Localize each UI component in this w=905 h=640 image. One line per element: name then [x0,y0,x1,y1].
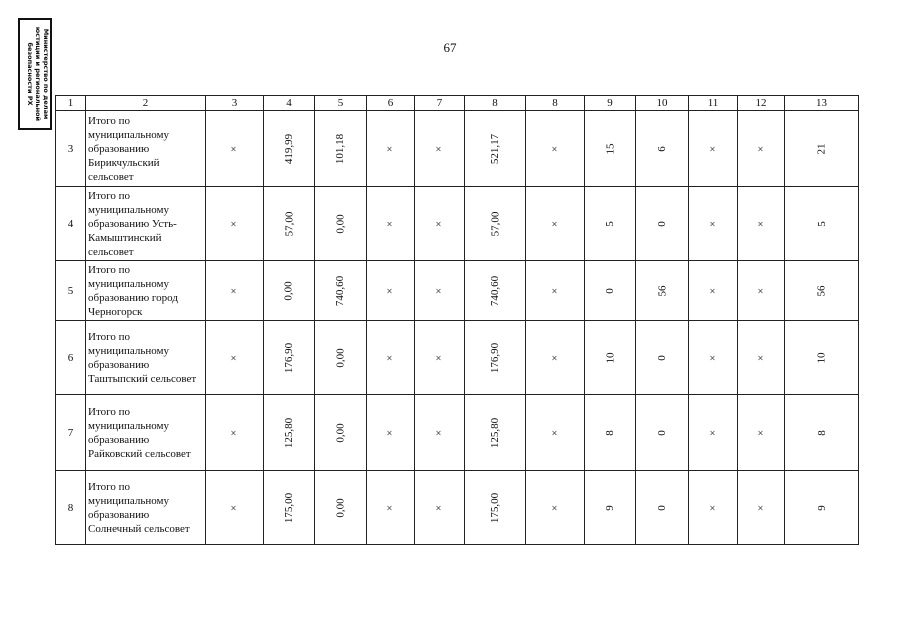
value-cell [738,321,785,395]
value-cell [785,261,859,321]
row-number: 8 [56,471,86,545]
value-text: 0,00 [334,497,347,518]
column-header: 13 [785,96,859,111]
value-text: × [707,354,719,361]
value-cell [738,261,785,321]
value-cell [689,111,738,187]
value-cell [264,321,315,395]
value-text: 10 [815,352,828,363]
value-text: × [228,145,241,152]
value-text: 0,00 [334,422,347,443]
value-cell [465,187,526,261]
municipality-name: Итого по муниципальному образованию Таштыпский сельсовет [86,321,206,395]
value-cell [585,395,636,471]
table-header-row [56,96,859,111]
value-text: × [433,504,446,511]
value-text: 8 [815,429,828,436]
value-text: 0 [656,429,668,436]
value-text: 0 [656,504,668,511]
registration-stamp [18,18,52,130]
value-cell [415,471,465,545]
table-row [56,471,859,545]
value-text: × [384,287,397,294]
municipality-name: Итого по муниципальному образованию Солнечный сельсовет [86,471,206,545]
stamp-text [20,20,50,128]
column-header: 1 [56,96,86,111]
value-cell [526,111,585,187]
value-cell [689,321,738,395]
value-cell [526,471,585,545]
value-text: 176,90 [489,342,501,373]
value-cell [264,187,315,261]
value-cell [526,187,585,261]
value-cell [689,395,738,471]
column-header: 4 [264,96,315,111]
column-header: 11 [689,96,738,111]
value-cell [465,261,526,321]
value-cell [415,261,465,321]
value-cell [465,321,526,395]
value-cell [206,187,264,261]
value-cell [585,321,636,395]
value-cell [738,187,785,261]
value-cell [585,261,636,321]
table-body [56,96,859,545]
value-cell [206,321,264,395]
value-cell [785,471,859,545]
value-text: 5 [815,220,828,227]
value-cell [738,395,785,471]
stamp-line: безопасности РХ [26,42,34,106]
value-cell [367,471,415,545]
value-text: × [384,354,397,361]
municipality-name: Итого по муниципальному образованию Усть-Камыштинский сельсовет [86,187,206,261]
value-text: 6 [656,145,668,152]
value-cell [585,187,636,261]
column-header: 7 [415,96,465,111]
value-text: × [707,287,719,294]
value-cell [264,261,315,321]
column-header: 5 [315,96,367,111]
value-cell [689,471,738,545]
value-text: × [384,429,397,436]
value-cell [315,261,367,321]
value-cell [206,261,264,321]
value-cell [526,261,585,321]
value-text: 10 [604,352,616,363]
value-text: × [433,429,446,436]
value-text: 521,17 [489,133,501,164]
value-text: × [433,220,446,227]
value-text: × [707,145,719,152]
municipality-name: Итого по муниципальному образованию город Черногорск [86,261,206,321]
value-cell [315,395,367,471]
value-text: 175,00 [283,492,295,523]
value-cell [264,395,315,471]
value-text: 101,18 [334,133,347,164]
value-text: 56 [815,285,828,296]
value-text: × [549,504,561,511]
value-cell [526,395,585,471]
value-text: 175,00 [489,492,501,523]
value-cell [785,111,859,187]
value-text: 740,60 [489,275,501,306]
value-cell [636,395,689,471]
value-cell [367,321,415,395]
row-number: 6 [56,321,86,395]
value-text: × [755,504,767,511]
value-text: × [755,220,767,227]
row-number: 5 [56,261,86,321]
value-text: 8 [604,429,616,436]
value-cell [264,111,315,187]
value-cell [367,261,415,321]
value-text: × [707,429,719,436]
value-cell [315,187,367,261]
value-text: × [228,354,241,361]
value-text: × [228,504,241,511]
value-text: × [755,354,767,361]
value-text: × [433,287,446,294]
value-text: 9 [815,504,828,511]
page-number: 67 [443,40,457,55]
value-cell [206,471,264,545]
value-cell [367,395,415,471]
table-row [56,321,859,395]
data-table [55,95,859,545]
value-cell [206,111,264,187]
value-text: 0,00 [283,280,295,301]
value-text: 57,00 [489,211,501,236]
value-text: × [549,145,561,152]
value-text: × [433,354,446,361]
value-cell [206,395,264,471]
value-text: × [549,287,561,294]
column-header: 10 [636,96,689,111]
value-cell [315,471,367,545]
row-number: 7 [56,395,86,471]
value-text: 419,99 [283,133,295,164]
table-row [56,111,859,187]
value-cell [738,111,785,187]
value-cell [585,111,636,187]
value-text: × [707,504,719,511]
value-cell [636,261,689,321]
value-text: 21 [815,143,828,154]
column-header: 9 [585,96,636,111]
value-cell [415,395,465,471]
value-text: 5 [604,220,616,227]
value-text: 0,00 [334,213,347,234]
municipality-name: Итого по муниципальному образованию Бирикчульский сельсовет [86,111,206,187]
row-number: 3 [56,111,86,187]
value-cell [264,471,315,545]
value-text: 56 [656,285,668,296]
municipality-name: Итого по муниципальному образованию Райковский сельсовет [86,395,206,471]
value-text: × [228,220,241,227]
value-text: 125,80 [489,417,501,448]
column-header: 2 [86,96,206,111]
value-text: 0 [656,220,668,227]
value-cell [367,111,415,187]
value-text: 125,80 [283,417,295,448]
value-text: 57,00 [283,211,295,236]
value-text: × [433,145,446,152]
value-cell [415,321,465,395]
value-cell [465,111,526,187]
value-cell [526,321,585,395]
value-text: × [549,354,561,361]
value-cell [738,471,785,545]
stamp-line: юстиции и региональной [34,26,42,122]
column-header: 3 [206,96,264,111]
value-cell [636,471,689,545]
value-text: 176,90 [283,342,295,373]
value-text: × [384,504,397,511]
column-header: 8 [465,96,526,111]
value-cell [315,111,367,187]
value-cell [636,321,689,395]
table-row [56,187,859,261]
value-cell [689,187,738,261]
value-text: × [384,145,397,152]
column-header: 12 [738,96,785,111]
value-cell [315,321,367,395]
value-text: 15 [604,143,616,154]
value-cell [636,111,689,187]
value-cell [465,395,526,471]
value-text: × [228,429,241,436]
value-cell [636,187,689,261]
value-text: × [755,145,767,152]
value-cell [785,187,859,261]
table-row [56,261,859,321]
value-cell [785,321,859,395]
table-row [56,395,859,471]
value-text: 0 [656,354,668,361]
value-cell [367,187,415,261]
stamp-line: Министерство по делам [42,28,50,120]
row-number: 4 [56,187,86,261]
value-cell [689,261,738,321]
value-text: × [228,287,241,294]
value-text: × [707,220,719,227]
value-cell [415,111,465,187]
value-text: 740,60 [334,275,347,306]
value-text: 9 [604,504,616,511]
value-text: × [755,429,767,436]
value-cell [585,471,636,545]
column-header: 6 [367,96,415,111]
value-cell [465,471,526,545]
value-text: × [549,220,561,227]
value-cell [785,395,859,471]
value-cell [415,187,465,261]
column-header: 8 [526,96,585,111]
value-text: 0,00 [334,347,347,368]
value-text: 0 [604,287,616,294]
value-text: × [384,220,397,227]
value-text: × [549,429,561,436]
value-text: × [755,287,767,294]
